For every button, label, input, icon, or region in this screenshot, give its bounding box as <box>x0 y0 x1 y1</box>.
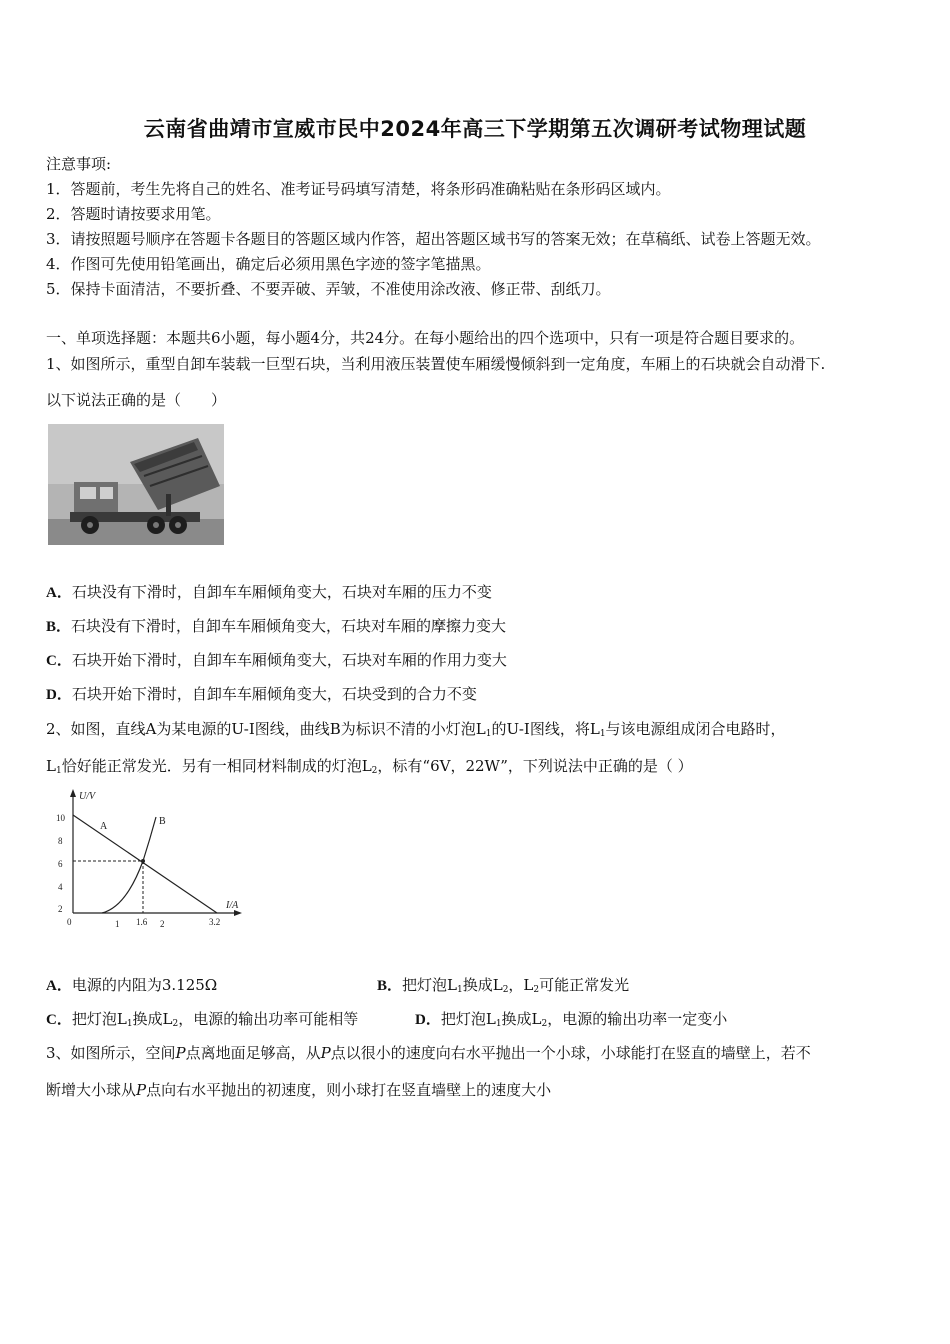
q2-stem-line2: $L_1$恰好能正常发光．另有一相同材料制成的灯泡$L_2$，标有“6V，22W”，下列说法中正确的是（ ） <box>46 757 693 776</box>
notice-heading: 注意事项: <box>46 155 112 173</box>
y-tick-4: 4 <box>58 882 63 892</box>
curve-b <box>102 817 156 913</box>
x-tick-2: 2 <box>160 919 165 929</box>
y-tick-2: 2 <box>58 904 63 914</box>
q3-stem-line1: 3、如图所示，空间P点离地面足够高，从P点以很小的速度向右水平抛出一个小球，小球能打在竖直的墙壁上，若不 <box>46 1044 811 1062</box>
q1-option-a: A．石块没有下滑时，自卸车车厢倾角变大，石块对车厢的压力不变 <box>46 583 492 601</box>
y-tick-10: 10 <box>56 813 65 823</box>
q1-option-d: D．石块开始下滑时，自卸车车厢倾角变大，石块受到的合力不变 <box>46 685 477 703</box>
x-tick-1-6: 1.6 <box>136 917 148 927</box>
x-axis-label: I/A <box>226 900 239 911</box>
notice-item-4: 4．作图可先使用铅笔画出，确定后必须用黑色字迹的签字笔描黑。 <box>46 255 491 273</box>
notice-item-2: 2．答题时请按要求用笔。 <box>46 205 221 223</box>
ui-graph <box>46 787 246 932</box>
q1-option-c: C．石块开始下滑时，自卸车车厢倾角变大，石块对车厢的作用力变大 <box>46 651 507 669</box>
y-axis-arrow <box>70 789 76 797</box>
q2-option-b: B．把灯泡$L_1$换成$L_2$，$L_2$可能正常发光 <box>377 976 630 995</box>
q1-option-b: B．石块没有下滑时，自卸车车厢倾角变大，石块对车厢的摩擦力变大 <box>46 617 507 635</box>
curve-b-label: B <box>159 816 166 827</box>
notice-item-3: 3．请按照题号顺序在答题卡各题目的答题区域内作答，超出答题区域书写的答案无效；在草稿纸、试卷上答题无效。 <box>46 230 821 248</box>
line-a-label: A <box>100 821 108 832</box>
y-tick-8: 8 <box>58 836 63 846</box>
q2-option-a: A．电源的内阻为3.125Ω <box>46 976 218 994</box>
intersection-point <box>141 859 145 863</box>
notice-item-5: 5．保持卡面清洁，不要折叠、不要弄破、弄皱，不准使用涂改液、修正带、刮纸刀。 <box>46 280 611 298</box>
q1-stem-line2: 以下说法正确的是（ ） <box>46 391 227 409</box>
q3-stem-line2: 断增大小球从P点向右水平抛出的初速度，则小球打在竖直墙壁上的速度大小 <box>46 1081 552 1099</box>
dump-truck-photo <box>48 424 224 545</box>
section-heading: 一、单项选择题：本题共6小题，每小题4分，共24分。在每小题给出的四个选项中，只有一项是符合题目要求的。 <box>46 329 805 347</box>
x-tick-3-2: 3.2 <box>209 917 221 927</box>
notice-item-1: 1．答题前，考生先将自己的姓名、准考证号码填写清楚，将条形码准确粘贴在条形码区域内。 <box>46 180 671 198</box>
y-axis-label: U/V <box>79 791 96 802</box>
x-tick-1: 1 <box>115 919 120 929</box>
origin-label: 0 <box>67 917 72 927</box>
q1-stem-line1: 1、如图所示，重型自卸车装载一巨型石块，当利用液压装置使车厢缓慢倾斜到一定角度，车厢上的石块就会自动滑下. <box>46 355 826 373</box>
q2-stem-line1: 2、如图，直线A为某电源的U-I图线，曲线B为标识不清的小灯泡$L_1$的U-I图线，将$L_1$与该电源组成闭合电路时， <box>46 720 786 739</box>
line-a <box>73 815 217 913</box>
q2-option-c: C．把灯泡$L_1$换成$L_2$，电源的输出功率可能相等 <box>46 1010 359 1029</box>
q2-option-d: D．把灯泡$L_1$换成$L_2$，电源的输出功率一定变小 <box>415 1010 728 1029</box>
page-title: 云南省曲靖市宣威市民中2024年高三下学期第五次调研考试物理试题 <box>143 117 807 141</box>
y-tick-6: 6 <box>58 859 63 869</box>
